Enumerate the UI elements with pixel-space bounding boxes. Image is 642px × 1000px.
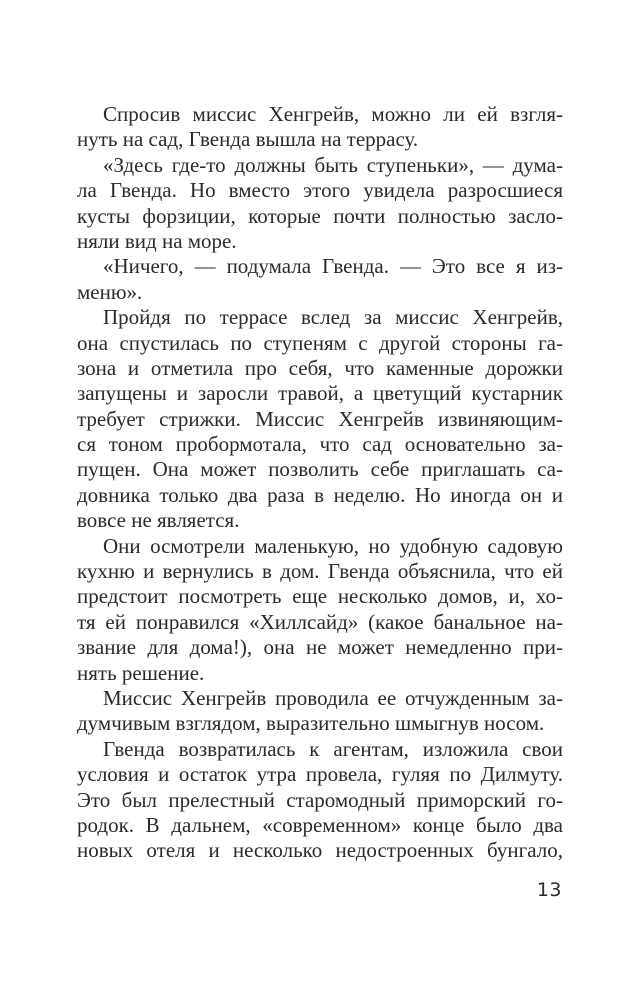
text-line: родок. В дальнем, «современном» конце было два bbox=[77, 812, 563, 837]
text-line: Они осмотрели маленькую, но удобную садовую bbox=[103, 533, 563, 558]
text-line: условия и остаток утра провела, гуляя по Дилмуту. bbox=[77, 762, 563, 787]
text-line: ся тоном пробормотала, что сад основательно за- bbox=[77, 432, 563, 457]
paragraph bbox=[77, 737, 563, 864]
paragraph bbox=[77, 153, 563, 255]
text-line: нуть на сад, Гвенда вышла на террасу. bbox=[77, 127, 419, 152]
text-line: «Ничего, — подумала Гвенда. — Это все я из- bbox=[103, 254, 563, 279]
text-line: Спросив миссис Хенгрейв, можно ли ей взгля- bbox=[103, 102, 563, 126]
text-line: ла Гвенда. Но вместо этого увидела разросшиеся bbox=[77, 178, 563, 203]
text-line: Пройдя по террасе вслед за миссис Хенгрейв, bbox=[103, 305, 563, 330]
text-line: запущены и заросли травой, а цветущий кустарник bbox=[77, 381, 563, 406]
text-line: пущен. Она может позволить себе приглашать са- bbox=[77, 457, 563, 482]
text-line: няли вид на море. bbox=[77, 228, 237, 253]
text-line: тя ей понравился «Хиллсайд» (какое банальное на- bbox=[77, 609, 563, 634]
paragraph bbox=[77, 534, 563, 686]
text-line: она спустилась по ступеням с другой стороны га- bbox=[77, 330, 563, 355]
text-line: зона и отметила про себя, что каменные дорожки bbox=[77, 355, 563, 380]
paragraph bbox=[77, 305, 563, 534]
text-line: кусты форзиции, которые почти полностью засло- bbox=[77, 203, 563, 228]
text-line: Миссис Хенгрейв проводила ее отчужденным за- bbox=[103, 685, 563, 710]
paragraph bbox=[77, 254, 563, 305]
text-line: новых отеля и несколько недостроенных бунгало, bbox=[77, 838, 563, 863]
paragraph bbox=[77, 686, 563, 737]
text-line: кухню и вернулись в дом. Гвенда объяснила, что ей bbox=[77, 559, 563, 584]
text-line: требует стрижки. Миссис Хенгрейв извиняющим- bbox=[77, 406, 563, 431]
text-line: Это был прелестный старомодный приморский го- bbox=[77, 787, 563, 812]
body-text bbox=[77, 102, 563, 864]
text-line: меню». bbox=[77, 279, 143, 304]
page-number: 13 bbox=[536, 879, 562, 901]
text-line: звание для дома!), она не может немедленно при- bbox=[77, 635, 563, 660]
text-line: довника только два раза в неделю. Но иногда он и bbox=[77, 482, 563, 507]
paragraph bbox=[77, 102, 563, 153]
text-line: нять решение. bbox=[77, 660, 205, 685]
text-line: «Здесь где-то должны быть ступеньки», — дума- bbox=[103, 152, 563, 177]
text-line: думчивым взглядом, выразительно шмыгнув носом. bbox=[77, 711, 545, 736]
text-line: Гвенда возвратилась к агентам, изложила свои bbox=[103, 736, 563, 761]
text-line: вовсе не является. bbox=[77, 508, 240, 533]
text-line: предстоит посмотреть еще несколько домов, и, хо- bbox=[77, 584, 563, 609]
